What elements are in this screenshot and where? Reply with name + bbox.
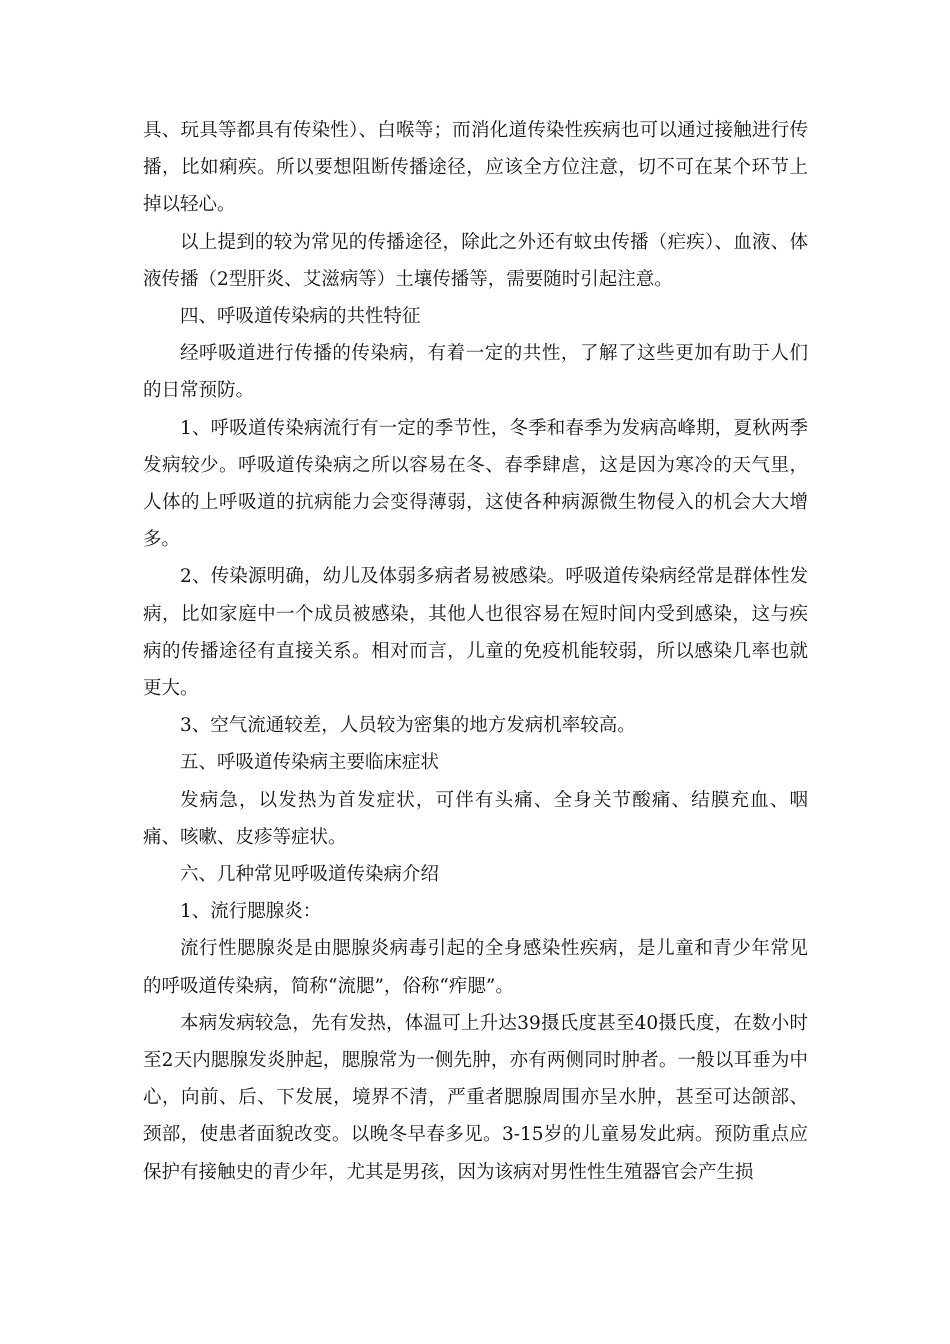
subsection-heading-1: 1、流行腮腺炎： — [180, 901, 322, 923]
paragraph-6: 本病发病较急，先有发热，体温可上升达39摄氏度甚至40摄氏度，在数小时至2天内腮腺发炎肿起，腮腺常为一侧先肿，亦有两侧同时肿者。一般以耳垂为中心，向前、后、下发展，境界不清，严重者腮腺周围亦呈水肿，甚至可达颌部、颈部，使患者面貌改变。以晚冬早春多见。3-15岁的儿童易发此病。预防重点应保护有接触史的青少年，尤其是男孩，因为该病对男性性生殖器官会产生损 — [143, 1012, 808, 1183]
document-page — [143, 112, 808, 1191]
paragraph-4: 发病急，以发热为首发症状，可伴有头痛、全身关节酸痛、结膜充血、咽痛、咳嗽、皮疹等症状。 — [143, 789, 808, 848]
paragraph-2: 以上提到的较为常见的传播途径，除此之外还有蚊虫传播（疟疾）、血液、体液传播（2型肝炎、艾滋病等）土壤传播等，需要随时引起注意。 — [143, 231, 808, 290]
list-item-1: 1、呼吸道传染病流行有一定的季节性，冬季和春季为发病高峰期，夏秋两季发病较少。呼吸道传染病之所以容易在冬、春季肆虐，这是因为寒冷的天气里，人体的上呼吸道的抗病能力会变得薄弱，这使各种病源微生物侵入的机会大大增多。 — [143, 417, 808, 551]
paragraph-1: 具、玩具等都具有传染性）、白喉等；而消化道传染性疾病也可以通过接触进行传播，比如痢疾。所以要想阻断传播途径，应该全方位注意，切不可在某个环节上掉以轻心。 — [143, 120, 808, 216]
paragraph-5: 流行性腮腺炎是由腮腺炎病毒引起的全身感染性疾病，是儿童和青少年常见的呼吸道传染病，简称“流腮”，俗称“痄腮”。 — [143, 938, 808, 997]
paragraph-3: 经呼吸道进行传播的传染病，有着一定的共性，了解了这些更加有助于人们的日常预防。 — [143, 343, 808, 402]
list-item-3: 3、空气流通较差，人员较为密集的地方发病机率较高。 — [180, 715, 636, 737]
section-heading-6: 六、几种常见呼吸道传染病介绍 — [180, 864, 440, 886]
section-heading-4: 四、呼吸道传染病的共性特征 — [180, 306, 421, 328]
section-heading-5: 五、呼吸道传染病主要临床症状 — [180, 752, 440, 774]
list-item-2: 2、传染源明确，幼儿及体弱多病者易被感染。呼吸道传染病经常是群体性发病，比如家庭中一个成员被感染，其他人也很容易在短时间内受到感染，这与疾病的传播途径有直接关系。相对而言，儿童的免疫机能较弱，所以感染几率也就更大。 — [143, 566, 808, 700]
